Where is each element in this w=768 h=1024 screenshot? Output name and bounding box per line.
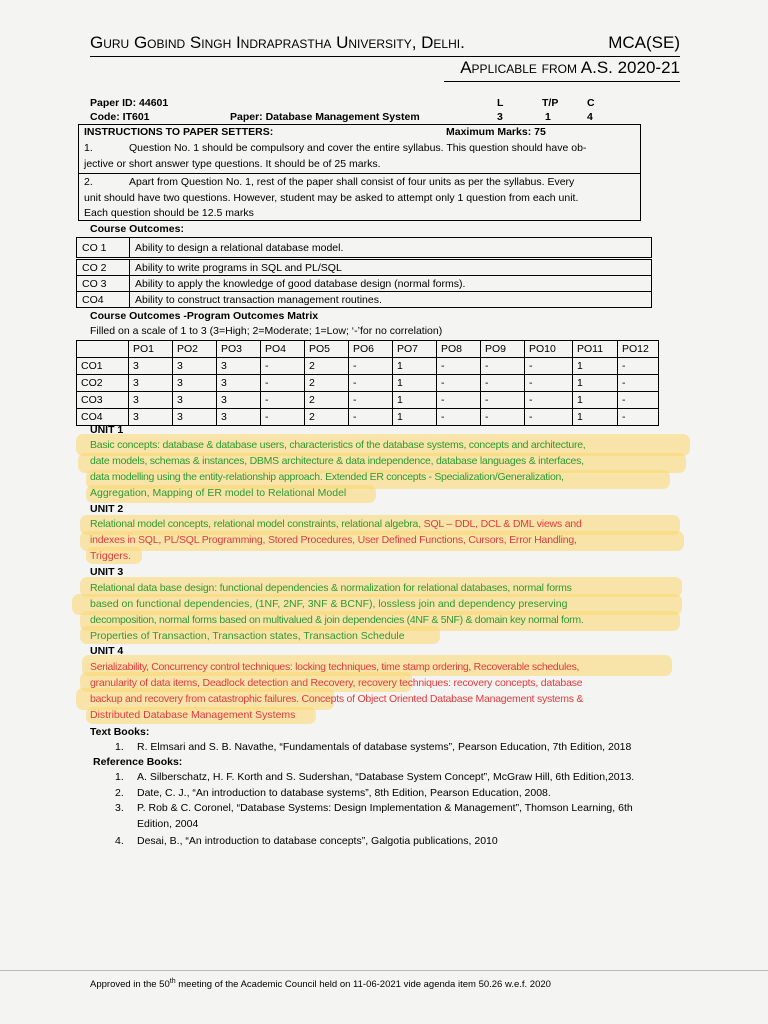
unit-2-line-b: SQL – DDL, DCL & DML views and: [423, 518, 582, 530]
matrix-cell: 1: [573, 375, 618, 392]
matrix-cell: CO2: [77, 375, 129, 392]
matrix-cell: 3: [129, 409, 173, 426]
reference-item: [115, 801, 685, 817]
list-number: 4.: [115, 835, 124, 847]
matrix-cell: PO12: [618, 341, 659, 358]
matrix-cell: 2: [305, 392, 349, 409]
matrix-cell: -: [261, 375, 305, 392]
footer-sup: th: [169, 978, 176, 985]
matrix-cell: CO1: [77, 358, 129, 375]
footer-pre: Approved in the 50: [90, 979, 170, 991]
book-citation: Edition, 2004: [137, 818, 199, 830]
matrix-cell: -: [349, 375, 393, 392]
table-row: [77, 260, 652, 276]
matrix-cell: 2: [305, 375, 349, 392]
unit-2-line: indexes in SQL, PL/SQL Programming, Stored Procedures, User Defined Functions, Cursors, Error Handling,: [90, 534, 577, 546]
matrix-cell: 3: [129, 358, 173, 375]
matrix-cell: 3: [129, 392, 173, 409]
matrix-cell: PO2: [173, 341, 217, 358]
unit-3-line: Relational data base design: functional dependencies & normalization for relational databases, normal forms: [90, 582, 572, 594]
matrix-cell: PO11: [573, 341, 618, 358]
book-citation: A. Silberschatz, H. F. Korth and S. Sudershan, “Database System Concept”, McGraw Hill, 6th Edition,2013.: [137, 771, 635, 783]
co-text: Ability to design a relational database model.: [130, 238, 652, 258]
header: [90, 33, 680, 53]
matrix-cell: -: [349, 392, 393, 409]
po-matrix-table: [76, 340, 659, 426]
matrix-cell: -: [525, 409, 573, 426]
instruction-2-text3: Each question should be 12.5 marks: [84, 207, 254, 219]
book-citation: Desai, B., “An introduction to database concepts”, Galgotia publications, 2010: [137, 835, 498, 847]
matrix-cell: PO5: [305, 341, 349, 358]
instruction-2-text: Apart from Question No. 1, rest of the paper shall consist of four units as per the syllabus. Every: [129, 176, 575, 188]
list-number: 3.: [115, 802, 124, 814]
matrix-cell: -: [261, 392, 305, 409]
co-id: CO4: [77, 292, 130, 308]
ltpc-c-val: 4: [587, 111, 593, 123]
instruction-2-num: 2.: [84, 176, 93, 188]
matrix-cell: -: [349, 358, 393, 375]
matrix-cell: 1: [393, 375, 437, 392]
book-citation: P. Rob & C. Coronel, “Database Systems: Design Implementation & Management”, Thomson Learning, 6th: [137, 802, 633, 814]
instruction-2-text2: unit should have two questions. However, student may be asked to attempt only 1 question from each unit.: [84, 192, 579, 204]
matrix-cell: 3: [217, 358, 261, 375]
matrix-cell: 3: [217, 392, 261, 409]
matrix-cell: -: [437, 375, 481, 392]
table-row: [77, 392, 659, 409]
matrix-cell: 3: [173, 409, 217, 426]
course-outcomes-table-2: [76, 259, 652, 308]
co-id: CO 2: [77, 260, 130, 276]
unit-2-line: Triggers.: [90, 550, 132, 562]
matrix-cell: 2: [305, 358, 349, 375]
program-name: MCA(SE): [608, 33, 680, 52]
matrix-cell: 1: [573, 392, 618, 409]
matrix-heading: Course Outcomes -Program Outcomes Matrix: [90, 310, 319, 322]
unit-1-body: [90, 437, 680, 501]
instruction-1-text2: jective or short answer type questions. It should be of 25 marks.: [84, 158, 381, 170]
ltpc-tp-val: 1: [545, 111, 551, 123]
unit-1-title: UNIT 1: [90, 424, 124, 436]
matrix-cell: 1: [393, 392, 437, 409]
matrix-cell: 1: [573, 358, 618, 375]
matrix-cell: CO4: [77, 409, 129, 426]
course-outcomes-heading: Course Outcomes:: [90, 223, 184, 235]
instruction-1-num: 1.: [84, 142, 93, 154]
table-row: [77, 409, 659, 426]
footer-rule: [0, 970, 768, 971]
matrix-cell: -: [618, 392, 659, 409]
matrix-cell: PO1: [129, 341, 173, 358]
matrix-cell: PO7: [393, 341, 437, 358]
university-name: Guru Gobind Singh Indraprastha University, Delhi.: [90, 33, 465, 52]
matrix-cell: -: [525, 375, 573, 392]
unit-2-line: [90, 516, 680, 532]
matrix-cell: CO3: [77, 392, 129, 409]
table-row: [77, 292, 652, 308]
unit-4-body: [90, 659, 680, 723]
matrix-cell: -: [618, 409, 659, 426]
matrix-cell: -: [618, 358, 659, 375]
text-books-heading: Text Books:: [90, 726, 150, 738]
co-text: Ability to write programs in SQL and PL/SQL: [130, 260, 652, 276]
reference-item: [115, 770, 685, 786]
matrix-cell: -: [481, 409, 525, 426]
applicable-from: Applicable from A.S. 2020-21: [460, 58, 680, 77]
unit-4-line: Distributed Database Management Systems: [90, 709, 296, 721]
table-row: [77, 358, 659, 375]
ltpc-c-head: C: [587, 97, 595, 109]
matrix-cell: 3: [173, 375, 217, 392]
list-number: 1.: [115, 741, 124, 753]
matrix-cell: PO8: [437, 341, 481, 358]
matrix-cell: -: [525, 392, 573, 409]
matrix-cell: -: [437, 409, 481, 426]
reference-item: [115, 817, 685, 833]
matrix-cell: 3: [173, 392, 217, 409]
unit-2-line-a: Relational model concepts, relational model constraints, relational algebra,: [90, 518, 421, 530]
matrix-cell: PO6: [349, 341, 393, 358]
unit-1-line: date models, schemas & instances, DBMS architecture & data independence, database languages & interfaces,: [90, 455, 584, 467]
unit-4-title: UNIT 4: [90, 645, 124, 657]
table-row: [77, 341, 659, 358]
matrix-cell: PO3: [217, 341, 261, 358]
unit-1-line: data modelling using the entity-relationship approach. Extended ER concepts - Specialization/Generalization,: [90, 471, 564, 483]
matrix-cell: -: [481, 375, 525, 392]
list-number: 2.: [115, 787, 124, 799]
unit-2-body: [90, 516, 680, 564]
matrix-cell: -: [349, 409, 393, 426]
unit-3-title: UNIT 3: [90, 566, 124, 578]
header-rule: [90, 56, 680, 57]
unit-1-line: Basic concepts: database & database users, characteristics of the database systems, concepts and architecture,: [90, 439, 586, 451]
reference-item: [115, 786, 685, 802]
co-id: CO 1: [77, 238, 130, 258]
unit-4-line: backup and recovery from catastrophic failures. Concepts of Object Oriented Database Management systems &: [90, 693, 584, 705]
matrix-scale: Filled on a scale of 1 to 3 (3=High; 2=Moderate; 1=Low; ‘-’for no correlation): [90, 325, 443, 337]
matrix-cell: 2: [305, 409, 349, 426]
table-row: [77, 276, 652, 292]
matrix-cell: -: [525, 358, 573, 375]
ltpc-l-val: 3: [497, 111, 503, 123]
list-number: 1.: [115, 771, 124, 783]
footer-note: [90, 978, 551, 990]
paper-id: Paper ID: 44601: [90, 97, 169, 109]
paper-code: Code: IT601: [90, 111, 150, 123]
ltpc-tp-head: T/P: [542, 97, 559, 109]
table-row: [77, 375, 659, 392]
book-citation: Date, C. J., “An introduction to database systems”, 8th Edition, Pearson Education, 2008.: [137, 787, 551, 799]
reference-item: [115, 834, 685, 850]
matrix-cell: 1: [393, 409, 437, 426]
co-text: Ability to apply the knowledge of good database design (normal forms).: [130, 276, 652, 292]
co-id: CO 3: [77, 276, 130, 292]
matrix-cell: PO10: [525, 341, 573, 358]
unit-3-line: based on functional dependencies, (1NF, 2NF, 3NF & BCNF), lossless join and dependency preserving: [90, 598, 568, 610]
footer-post: meeting of the Academic Council held on 11-06-2021 vide agenda item 50.26 w.e.f. 2020: [175, 979, 551, 991]
matrix-cell: -: [481, 392, 525, 409]
matrix-cell: -: [261, 409, 305, 426]
reference-books-heading: Reference Books:: [93, 756, 183, 768]
max-marks: Maximum Marks: 75: [446, 126, 546, 138]
course-outcomes-table: [76, 237, 652, 258]
matrix-cell: -: [261, 358, 305, 375]
text-book-item: [115, 740, 685, 756]
unit-1-line: Aggregation, Mapping of ER model to Relational Model: [90, 487, 347, 499]
matrix-cell: 3: [217, 375, 261, 392]
instructions-heading: INSTRUCTIONS TO PAPER SETTERS:: [84, 126, 274, 138]
applicable-rule: [444, 81, 680, 82]
unit-4-line: Serializability, Concurrency control techniques: locking techniques, time stamp ordering, Recoverable schedules,: [90, 661, 580, 673]
matrix-cell: -: [618, 375, 659, 392]
unit-4-line: granularity of data items, Deadlock detection and Recovery, recovery techniques: recovery concepts, database: [90, 677, 583, 689]
matrix-cell: 3: [173, 358, 217, 375]
unit-2-title: UNIT 2: [90, 503, 124, 515]
matrix-cell: -: [437, 392, 481, 409]
co-text: Ability to construct transaction management routines.: [130, 292, 652, 308]
matrix-cell: 3: [217, 409, 261, 426]
matrix-cell: -: [481, 358, 525, 375]
matrix-cell: -: [437, 358, 481, 375]
unit-3-body: [90, 580, 680, 644]
matrix-cell: PO9: [481, 341, 525, 358]
matrix-cell: PO4: [261, 341, 305, 358]
paper-title: Paper: Database Management System: [230, 111, 420, 123]
ltpc-l-head: L: [497, 97, 504, 109]
table-row: [77, 238, 652, 258]
unit-3-line: decomposition, normal forms based on multivalued & join dependencies (4NF & 5NF) & domain key normal form.: [90, 614, 584, 626]
matrix-cell: 1: [393, 358, 437, 375]
unit-3-line: Properties of Transaction, Transaction states, Transaction Schedule: [90, 630, 405, 642]
matrix-cell: 1: [573, 409, 618, 426]
matrix-cell: 3: [129, 375, 173, 392]
matrix-cell: [77, 341, 129, 358]
instruction-1-text: Question No. 1 should be compulsory and cover the entire syllabus. This question should have ob-: [129, 142, 587, 154]
book-citation: R. Elmsari and S. B. Navathe, “Fundamentals of database systems”, Pearson Education, 7th Edition, 2018: [137, 741, 632, 753]
